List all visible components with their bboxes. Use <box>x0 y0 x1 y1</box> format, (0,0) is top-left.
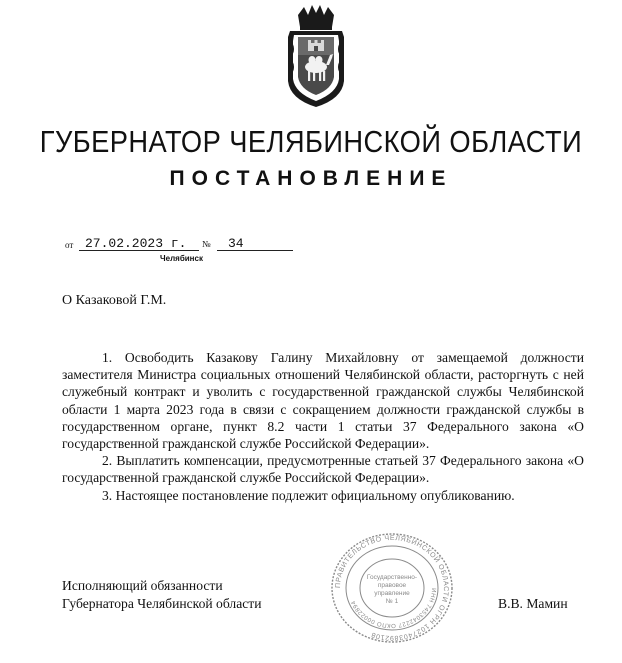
document-body <box>62 349 584 504</box>
official-stamp <box>326 532 458 644</box>
stamp-center-line-3: управление <box>374 590 410 597</box>
paragraph-3: 3. Настоящее постановление подлежит официальному опубликованию. <box>102 487 515 503</box>
date-prefix: от <box>65 240 74 250</box>
city-label: Челябинск <box>160 254 203 263</box>
paragraph-1: 1. Освободить Казакову Галину Михайловну от замещаемой должности заместителя Министра социальных отношений Челябинской области, расторгнуть с ней служебный контракт и уволить с государственной гражданской службы Челябинской области 1 марта 2023 года в связи с сокращением должности гражданской службы в государственном органе, пункт 8.2 части 1 статьи 37 Федерального закона «О государственной гражданской службе Российской Федерации». <box>62 350 584 452</box>
document-type: ПОСТАНОВЛЕНИЕ <box>169 167 453 190</box>
stamp-center-line-1: Государственно- <box>366 574 418 581</box>
stamp-inner-text: ИНН 7453042227 ОКПО 00022894 <box>350 587 437 629</box>
signatory-position-line-2: Губернатора Челябинской области <box>62 596 262 611</box>
stamp-center-line-4: № 1 <box>385 598 399 605</box>
signatory-name: В.В. Мамин <box>498 596 568 611</box>
registration-line <box>65 236 305 254</box>
stamp-outer-text: ПРАВИТЕЛЬСТВО ЧЕЛЯБИНСКОЙ ОБЛАСТИ ОГРН 1027403892108 <box>334 534 450 642</box>
number-prefix: № <box>202 239 211 249</box>
coat-of-arms-icon <box>284 5 348 109</box>
document-number: 34 <box>228 236 244 251</box>
issuer-title: ГУБЕРНАТОР ЧЕЛЯБИНСКОЙ ОБЛАСТИ <box>39 124 583 159</box>
paragraph-2: 2. Выплатить компенсации, предусмотренные статьей 37 Федерального закона «О государственной гражданской службе Российской Федерации». <box>62 453 584 486</box>
signatory-position-line-1: Исполняющий обязанности <box>62 578 223 593</box>
document-date: 27.02.2023 г. <box>85 236 187 251</box>
stamp-center-line-2: правовое <box>377 582 407 589</box>
document-subject: О Казаковой Г.М. <box>62 293 167 308</box>
